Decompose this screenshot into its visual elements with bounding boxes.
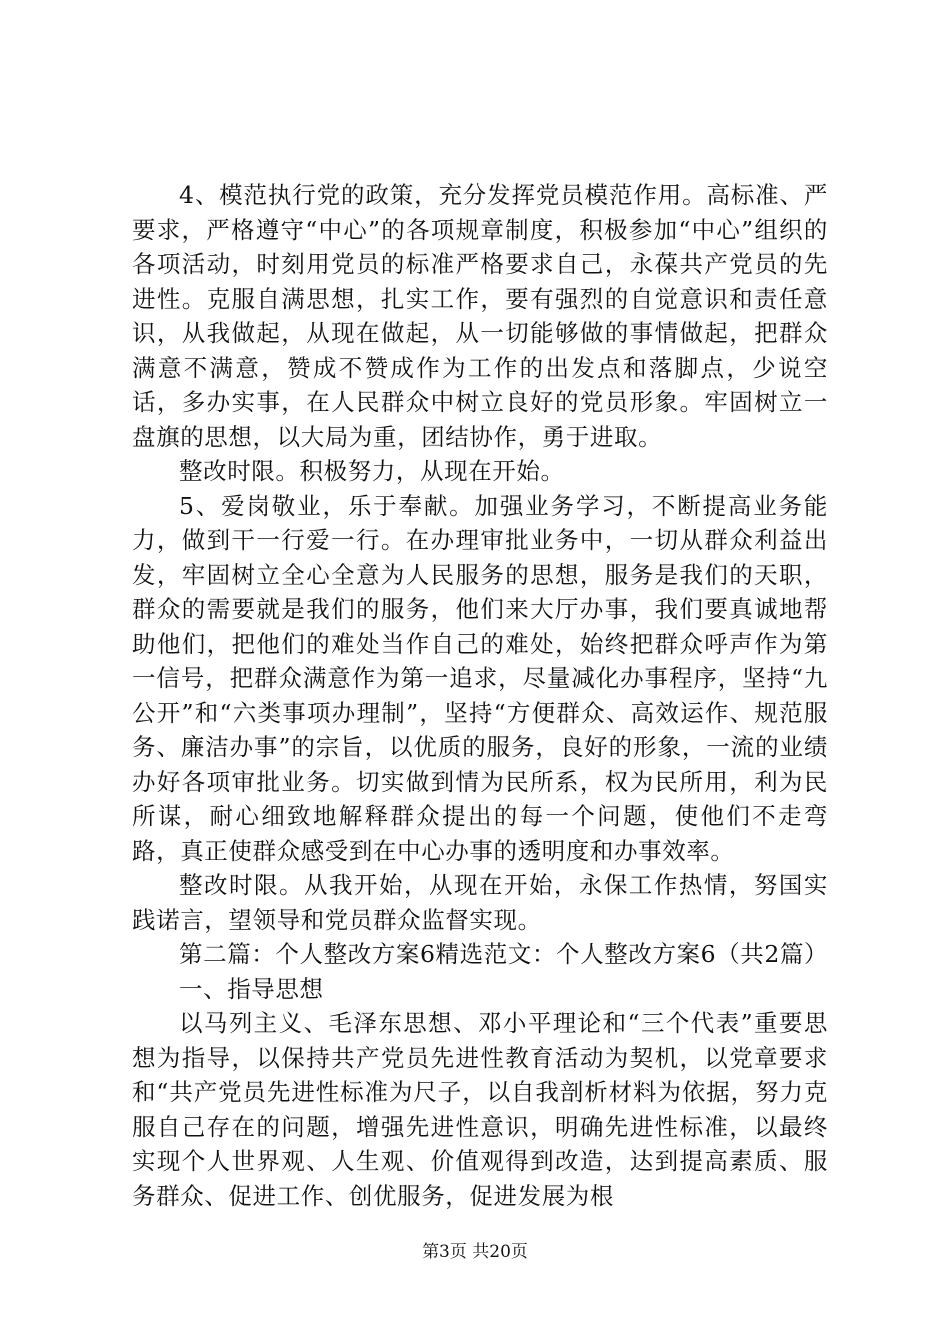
section-heading-guiding-thought: 一、指导思想: [179, 974, 324, 1003]
section-heading-chapter-2: 第二篇：个人整改方案6精选范文：个人整改方案6（共2篇）: [179, 940, 829, 968]
page-number: 第3页 共20页: [422, 1242, 528, 1262]
paragraph-3: 5、爱岗敬业，乐于奉献。加强业务学习，不断提高业务能力，做到干一行爱一行。在办理审批业务中，一切从群众利益出发，牢固树立全心全意为人民服务的思想，服务是我们的天职，群众的需要就是我们的服务，他们来大厅办事，我们要真诚地帮助他们，把他们的难处当作自己的难处，始终把群众呼声作为第一信号，把群众满意作为第一追求，尽量减化办事程序，坚持“九公开”和“六类事项办理制”，坚持“方便群众、高效运作、规范服务、廉洁办事”的宗旨，以优质的服务，良好的形象，一流的业绩办好各项审批业务。切实做到情为民所系，权为民所用，利为民所谋，耐心细致地解释群众提出的每一个问题，使他们不走弯路，真正使群众感受到在中心办事的透明度和办事效率。: [132, 491, 828, 865]
document-body: [132, 178, 828, 1213]
paragraph-7: 以马列主义、毛泽东思想、邓小平理论和“三个代表”重要思想为指导，以保持共产党员先进性教育活动为契机，以党章要求和“共产党员先进性标准为尺子，以自我剖析材料为依据，努力克服自己存在的问题，增强先进性意识，明确先进性标准，以最终实现个人世界观、人生观、价值观得到改造，达到提高素质、服务群众、促进工作、创优服务，促进发展为根: [132, 1009, 828, 1210]
paragraph-2: 整改时限。积极努力，从现在开始。: [179, 457, 565, 485]
paragraph-1: 4、模范执行党的政策，充分发挥党员模范作用。高标准、严要求，严格遵守“中心”的各项规章制度，积极参加“中心”组织的各项活动，时刻用党员的标准严格要求自己，永葆共产党员的先进性。克服自满思想，扎实工作，要有强烈的自觉意识和责任意识，从我做起，从现在做起，从一切能够做的事情做起，把群众满意不满意，赞成不赞成作为工作的出发点和落脚点，少说空话，多办实事，在人民群众中树立良好的党员形象。牢固树立一盘旗的思想，以大局为重，团结协作，勇于进取。: [132, 181, 828, 451]
paragraph-4: 整改时限。从我开始，从现在开始，永保工作热情，努国实践诺言，望领导和党员群众监督实现。: [132, 871, 828, 934]
